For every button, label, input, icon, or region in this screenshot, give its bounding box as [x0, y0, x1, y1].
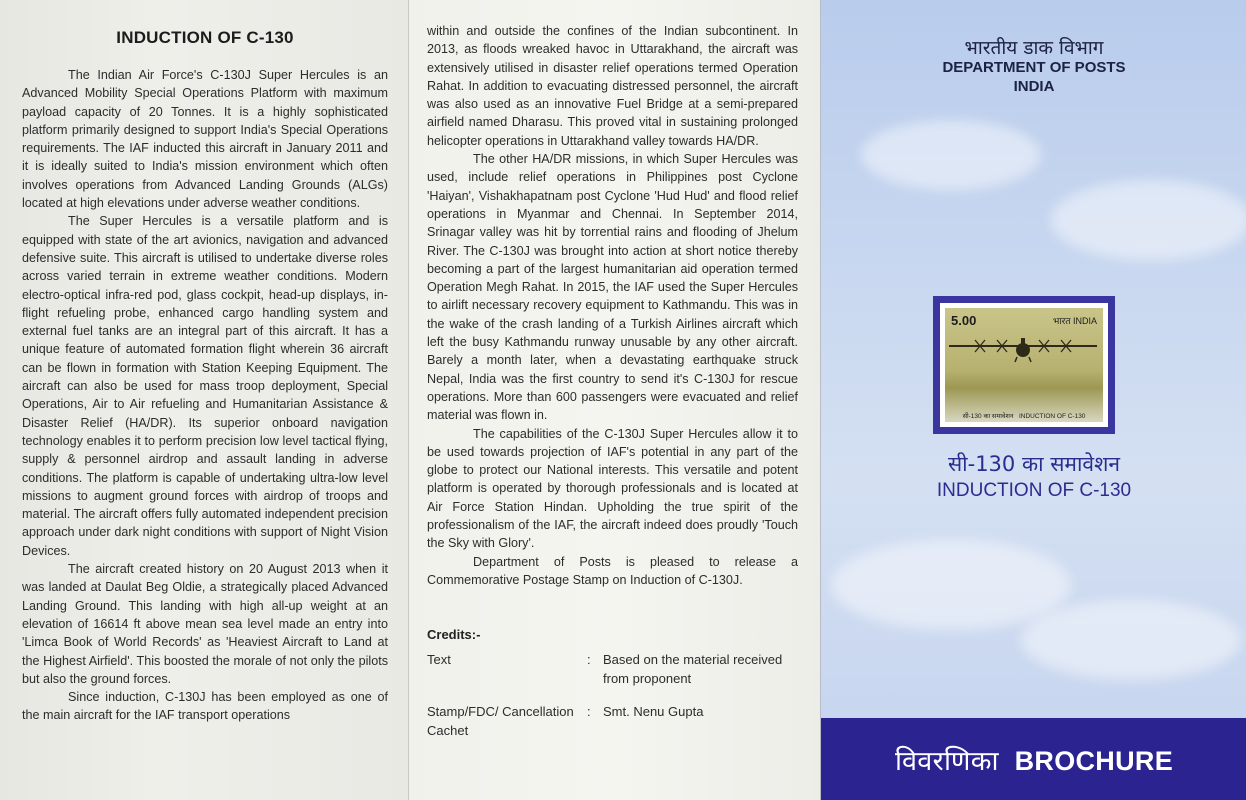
credit-value: Smt. Nenu Gupta — [603, 704, 704, 720]
cover-title-english: INDUCTION OF C-130 — [936, 480, 1132, 501]
brochure-label-hindi: विवरणिका — [894, 745, 999, 777]
left-paragraph-1: The Indian Air Force's C-130J Super Hercules is an Advanced Mobility Special Operations Platform with maximum payload capacity of 20 Tonnes. It is a highly sophisticated platform primarily designed to support India's Special Operations requirements. The IAF inducted this aircraft in January 2011 and it is ideally suited to India's mission environment which often involves operations from Advanced Landing Grounds (ALGs) located at high elevations under adverse weather conditions. — [22, 68, 388, 211]
brochure-label — [895, 741, 1173, 778]
stamp-border — [940, 303, 1108, 427]
credits-heading: Credits:- — [427, 627, 481, 643]
credit-row-stamp — [427, 702, 798, 740]
department-line-2: INDIA — [1013, 78, 1055, 95]
stamp-country: भारत INDIA — [1053, 316, 1097, 326]
credit-row-text — [427, 650, 798, 688]
middle-panel — [408, 0, 820, 800]
department-hindi: भारतीय डाक विभाग — [964, 37, 1104, 59]
cloud-decoration — [831, 540, 1071, 630]
aircraft-icon — [945, 330, 1101, 380]
left-paragraph-4: Since induction, C-130J has been employed as one of the main aircraft for the IAF transport operations — [22, 690, 388, 723]
stamp-value: 5.00 — [951, 313, 977, 328]
credit-value: Based on the material received from proponent — [603, 652, 783, 687]
cloud-decoration — [1051, 180, 1246, 260]
middle-paragraph-2: The other HA/DR missions, in which Super Hercules was used, include relief operations in Philippines post Cyclone 'Haiyan', Vishakhapatnam post Cyclone 'Hud Hud' and flood relief operations in Myanmar and Chennai. In September 2014, Srinagar valley was hit by torrential rains and flooding of Jhelum River. The C-130J was brought into action at short notice thereby becoming a part of the largest humanitarian aid operation termed Operation Megh Rahat. In 2015, the IAF used the Super Hercules to airlift necessary recovery equipment to Kathmandu. This was in the wake of the crash landing of a Turkish Airlines aircraft which left the busy Kathmandu runway unusable by any other aircraft. Barely a month later, when a devastating earthquake struck Nepal, India was the first country to send it's C-130J for rescue operations. More than 600 passengers were evacuated and relief material was flown in. — [427, 152, 798, 423]
cloud-decoration — [1021, 600, 1241, 680]
left-paragraph-2: The Super Hercules is a versatile platform and is equipped with state of the art avionics, navigation and advanced defensive suite. This aircraft is utilised to undertake diverse roles across varied terrain in extreme weather conditions. Modern electro-optical infra-red pod, glass cockpit, head-up displays, in-flight refueling probe, enhanced cargo handling system and external fuel tanks are an integral part of this aircraft. It has a unique feature of automated formation flight wherein 36 aircraft can be flown in formation with Station Keeping Equipment. The aircraft can also be used for mass troop deployment, Special Operations, Air to Air refueling and Humanitarian Assistance & Disaster Relief (HA/DR). Its superior onboard navigation technology enables it to perform precision low level tactical flying, supply & personnel airdrop and assault landing in adverse conditions. The platform is capable of undertaking ultra-low level missions to augment ground forces with airdrop of troops and material. The aircraft offers fully automated independent precision approach under dark night conditions with support of Night Vision Devices. — [22, 214, 388, 558]
middle-paragraph-3: The capabilities of the C-130J Super Hercules allow it to be used towards projection of IAF's potential in any part of the globe to protect our National interests. This versatile and potent platform is operated by thorough professionals and is located at Air Force Station Hindan. Upholding the true spirit of the professionalism of the IAF, the aircraft indeed does proudly 'Touch the Sky with Glory'. — [427, 426, 798, 551]
postage-stamp — [933, 296, 1115, 434]
stamp-artwork — [945, 308, 1103, 422]
cloud-decoration — [861, 120, 1041, 190]
credit-label: Text — [427, 652, 451, 668]
left-panel — [0, 0, 408, 800]
left-paragraph-3: The aircraft created history on 20 August 2013 when it was landed at Daulat Beg Oldie, a strategically placed Advanced Landing Ground. This landing with high all-up weight at an elevation of 16614 ft above mean sea level made an entry into 'Limca Book of World Records' as 'Heaviest Aircraft to Land at the Highest Airfield'. This boosted the morale of not only the pilots but also the ground forces. — [22, 562, 388, 686]
credit-label: Stamp/FDC/ Cancellation Cachet — [427, 704, 574, 739]
department-line-1: DEPARTMENT OF POSTS — [942, 59, 1126, 76]
brochure-banner — [821, 718, 1246, 800]
middle-paragraph-1: within and outside the confines of the Indian subcontinent. In 2013, as floods wreaked havoc in Uttarakhand, the aircraft was extensively utilised in disaster relief operations termed Operation Rahat. In addition to evacuating distressed personnel, the aircraft was also used as an innovative Fuel Bridge at a semi-prepared airfield named Dharasu. This proved vital in sustaining prolonged helicopter operations in Uttarakhand valley towards HA/DR. — [427, 24, 798, 148]
stamp-caption-english: INDUCTION OF C-130 — [1018, 413, 1086, 420]
stamp-caption-hindi: सी-130 का समावेशन — [962, 413, 1014, 420]
middle-paragraph-4: Department of Posts is pleased to release a Commemorative Postage Stamp on Induction of C-130J. — [427, 554, 798, 587]
credit-colon: : — [587, 704, 591, 720]
stamp-caption — [945, 411, 1103, 420]
brochure-label-english: BROCHURE — [1014, 745, 1174, 776]
left-title: INDUCTION OF C-130 — [116, 28, 294, 47]
cover-title-hindi: सी-130 का समावेशन — [947, 452, 1121, 476]
credit-colon: : — [587, 652, 591, 668]
department-english — [821, 58, 1246, 96]
cover-panel — [820, 0, 1246, 800]
